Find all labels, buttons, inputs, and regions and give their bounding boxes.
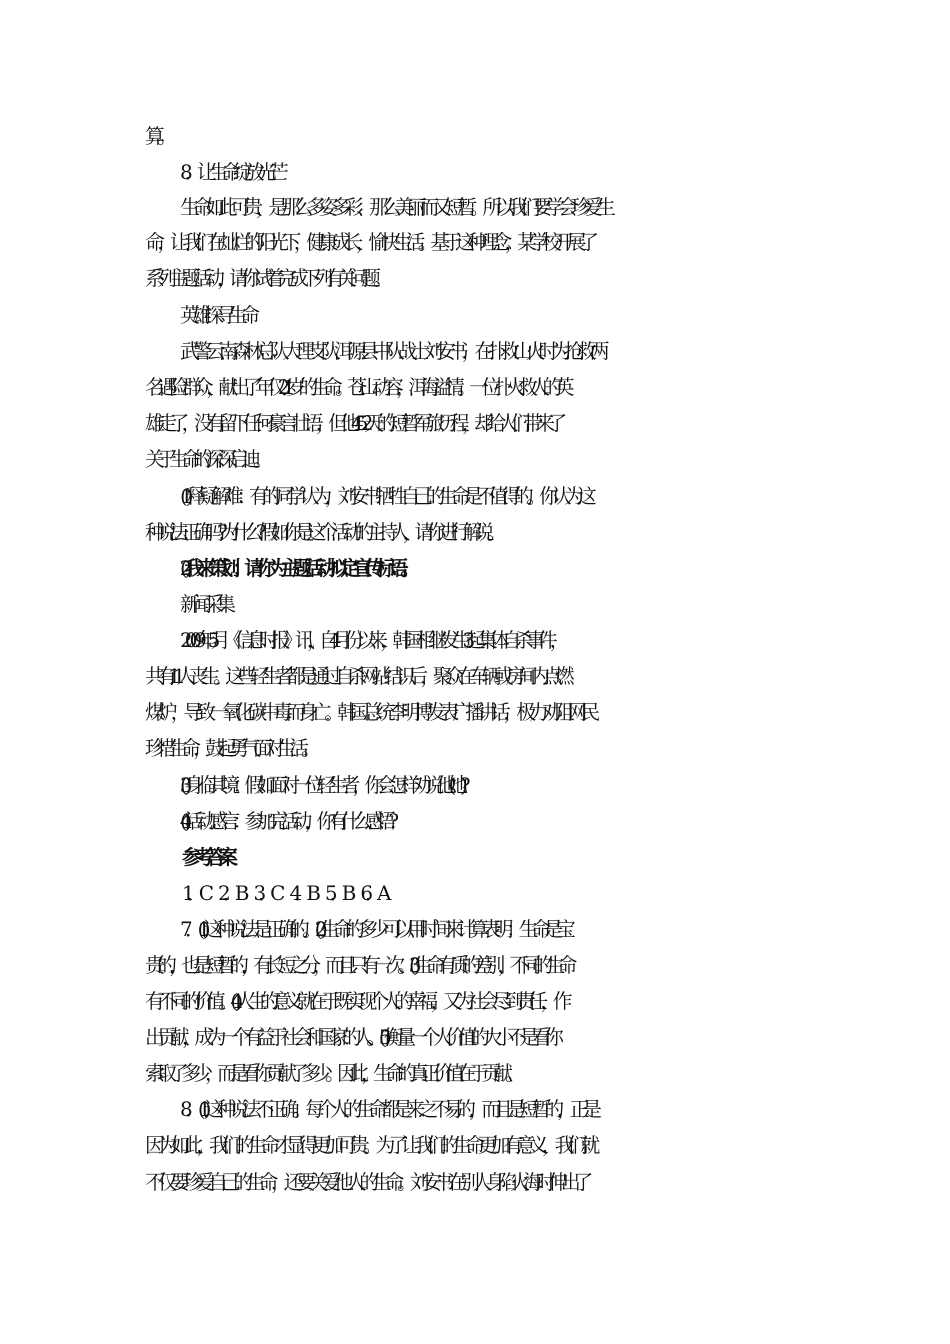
paragraph-line: 珍惜生命，鼓起勇气面对生活。 bbox=[145, 736, 313, 760]
question-bold-text: 我来策划：请你为主题活动拟定宣传标语。 bbox=[184, 556, 413, 580]
answers-heading: 参考答案 bbox=[182, 845, 230, 869]
question-number: (2) bbox=[180, 556, 185, 580]
answer-line: 不仅要珍爱自己的生命，还要关爱他人的生命。刘安书在别人身陷火海时伸出了 bbox=[145, 1170, 586, 1194]
answer-line: 1．C 2．B 3．C 4．B 5．B 6．A bbox=[182, 881, 384, 905]
answer-line: 贵的，也是短暂的，有长短之分，而且只有一次。(3)生命有质的差别，不同的生命 bbox=[145, 953, 570, 977]
subsection-heading: 新闻采集 bbox=[180, 592, 228, 616]
question-line: (3)身临其境：假如面对一位轻生者，你会怎样劝说他(她)? bbox=[180, 773, 463, 797]
paragraph-line: 名遇险群众，献出了年仅 21 岁的生命。苍山动容，洱海溢情。一位扑火救人的英 bbox=[145, 375, 567, 399]
answer-line: 出贡献，成为一个有益于社会和国家的人。(5)衡量一个人价值的大小不是看你 bbox=[145, 1025, 557, 1049]
answer-line: 有不同的价值。(4)人生的意义就在于既实现个人的幸福，又为社会尽到责任，作 bbox=[145, 989, 565, 1013]
answer-line: 索取了多少，而是看你贡献了多少。因此，生命的真正价值在于贡献。 bbox=[145, 1061, 517, 1085]
paragraph-line: 武警云南森林总队大理支队洱源县中队战士刘安书，在扑救山火时为抢救两 bbox=[180, 339, 603, 363]
paragraph-line: 命，让我们在灿烂的阳光下，健康成长，愉快生活。基于这种理念，某学校开展了 bbox=[145, 230, 592, 254]
question-line: (4)活动感言：参加完活动，你有什么感悟? bbox=[180, 809, 392, 833]
answer-line: 8．(1)这种说法不正确。每个人的生命都是来之不易的，而且是短暂的，正是 bbox=[180, 1097, 595, 1121]
answer-line: 7．(1)这种说法是正确的。(2)生命的多少可以用时间来计算表明：生命是宝 bbox=[180, 917, 569, 941]
subsection-heading: 英雄探寻生命 bbox=[180, 303, 252, 327]
section-heading: 8．让生命绽放光芒 bbox=[180, 160, 281, 184]
paragraph-line: 关于生命的深深启迪。 bbox=[145, 447, 265, 471]
paragraph-line: 2009 年 5 月《信息时报》讯，自 4 月份以来，韩国相继发生 3 起集体自杀事件， bbox=[180, 628, 562, 652]
paragraph-line: 系列主题活动，请你试着完成下列有关问题。 bbox=[145, 266, 385, 290]
question-line: (1)释疑解难：有的同学认为，刘安书牺牲自己的生命是不值得的。你认为这 bbox=[180, 484, 590, 508]
answer-line: 因为如此，我们的生命才显得更加可贵。为了让我们的生命更加有意义，我们就 bbox=[145, 1133, 593, 1157]
paragraph-line: 共有 11 人丧生。这些轻生者都是通过自杀网站结识后，聚众在车辆或房间内点燃 bbox=[145, 664, 567, 688]
question-line: 种说法正确吗?为什么?假如你是这个活动的主持人，请你进行解说。 bbox=[145, 520, 499, 544]
paragraph-line: 雄走了，没有留下任何豪言壮语，但他 452 天的短暂军旅历程，却给人们带来了 bbox=[145, 411, 560, 435]
paragraph-line: 煤炉，导致一氧化碳中毒而身亡。韩国总统李明博发表广播讲话，极力劝阻网民 bbox=[145, 700, 593, 724]
text-line: 算。 bbox=[145, 124, 169, 148]
question-line bbox=[0, 553, 950, 583]
paragraph-line: 生命如此可贵，是那么多姿多彩、那么美丽而又短暂。所以我们要学会珍爱生 bbox=[180, 195, 609, 219]
